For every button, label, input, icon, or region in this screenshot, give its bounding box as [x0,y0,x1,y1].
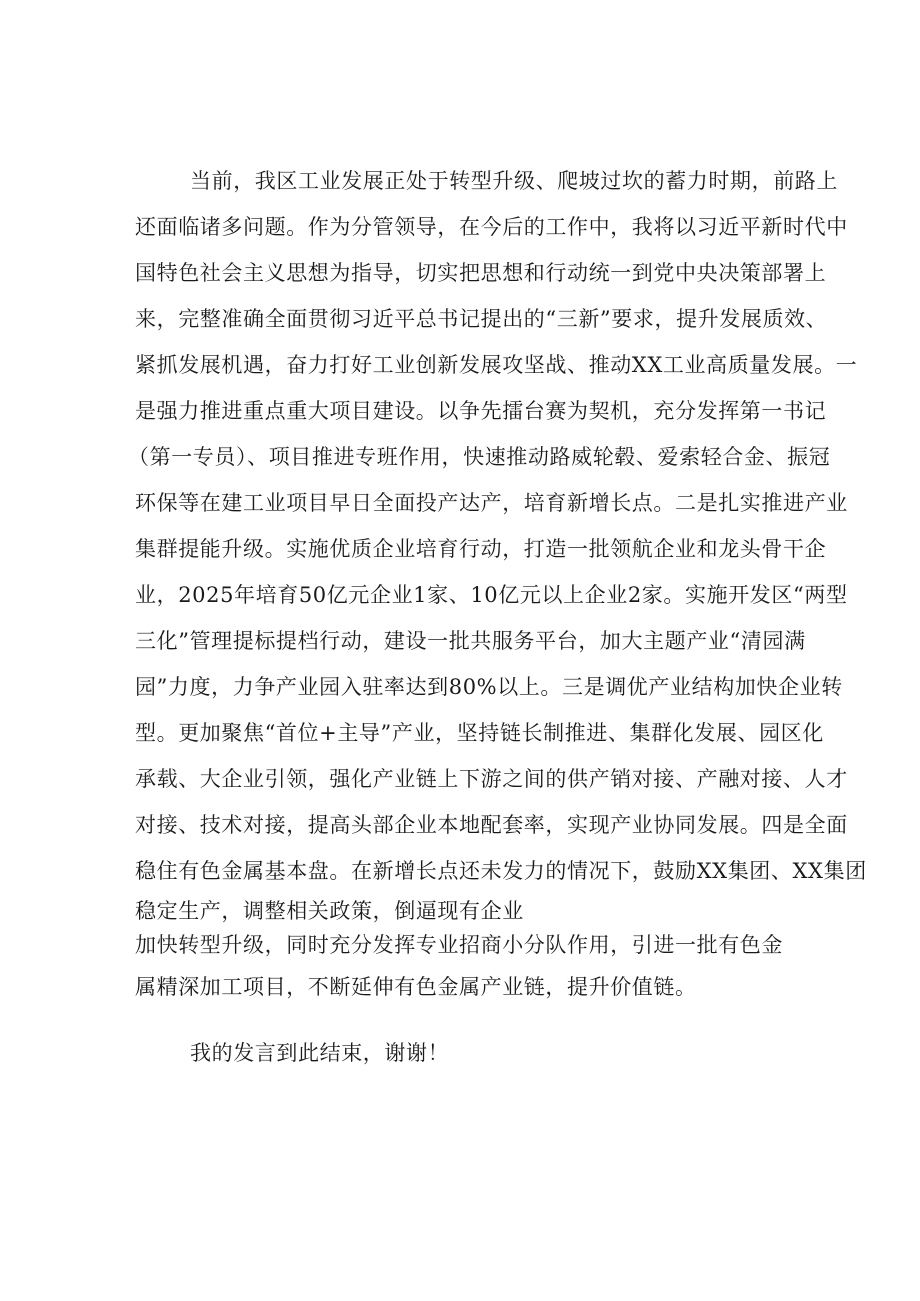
paragraph-line-9: 集群提能升级。实施优质企业培育行动，打造一批领航企业和龙头骨干企 [135,537,827,561]
paragraph-line-6: 是强力推进重点重大项目建设。以争先擂台赛为契机，充分发挥第一书记 [135,399,827,423]
paragraph-line-17: 稳定生产，调整相关政策，倒逼现有企业 [135,899,524,923]
paragraph-line-5: 紧抓发展机遇，奋力打好工业创新发展攻坚战、推动XX工业高质量发展。一 [135,353,858,377]
paragraph-line-2: 还面临诸多问题。作为分管领导，在今后的工作中，我将以习近平新时代中 [135,215,848,239]
paragraph-line-18: 加快转型升级，同时充分发挥专业招商小分队作用，引进一批有色金 [135,933,783,957]
paragraph-line-4: 来，完整准确全面贯彻习近平总书记提出的“三新”要求，提升发展质效、 [135,307,828,331]
paragraph-line-8: 环保等在建工业项目早日全面投产达产，培育新增长点。二是扎实推进产业 [135,491,848,515]
paragraph-line-14: 承载、大企业引领，强化产业链上下游之间的供产销对接、产融对接、人才 [135,767,848,791]
closing-remark: 我的发言到此结束，谢谢！ [190,1041,450,1065]
paragraph-line-3: 国特色社会主义思想为指导，切实把思想和行动统一到党中央决策部署上 [135,261,827,285]
paragraph-line-7: （第一专员）、项目推进专班作用，快速推动路威轮毂、爱索轻合金、振冠 [128,445,831,469]
paragraph-line-10: 业，2025年培育50亿元企业1家、10亿元以上企业2家。实施开发区“两型 [135,583,848,607]
paragraph-line-16: 稳住有色金属基本盘。在新增长点还未发力的情况下，鼓励XX集团、XX集团 [135,859,867,883]
paragraph-line-15: 对接、技术对接，提高头部企业本地配套率，实现产业协同发展。四是全面 [135,813,848,837]
paragraph-line-13: 型。更加聚焦“首位+主导”产业，坚持链长制推进、集群化发展、园区化 [135,721,824,745]
paragraph-line-12: 园”力度，力争产业园入驻率达到80%以上。三是调优产业结构加快企业转 [135,675,843,699]
paragraph-line-11: 三化”管理提标提档行动，建设一批共服务平台，加大主题产业“清园满 [135,629,806,653]
paragraph-line-1: 当前，我区工业发展正处于转型升级、爬坡过坎的蓄力时期，前路上 [190,169,838,193]
paragraph-line-19: 属精深加工项目，不断延伸有色金属产业链，提升价值链。 [135,975,697,999]
